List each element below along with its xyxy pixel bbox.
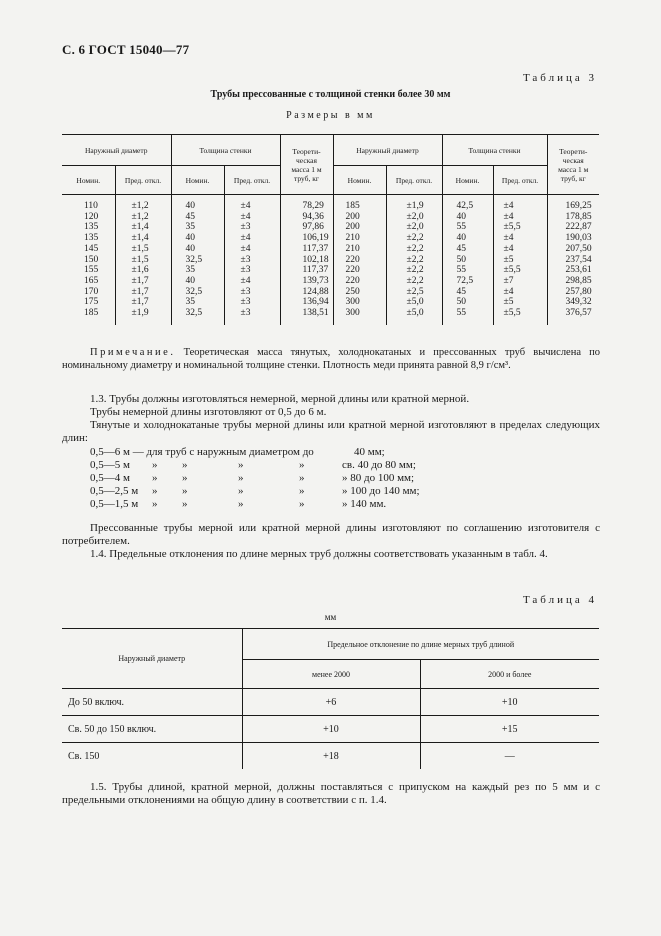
table3-subheader-nom: Номин. — [171, 166, 224, 195]
table-row — [62, 244, 599, 255]
table-cell: 72,5 — [442, 276, 493, 287]
table3-body — [62, 195, 599, 325]
table3-subheader-dev: Пред. откл. — [115, 166, 171, 195]
table-cell: 32,5 — [171, 287, 224, 298]
table3-subheader-dev: Пред. откл. — [493, 166, 547, 195]
table-row — [62, 222, 599, 233]
table-cell: 210 — [333, 244, 386, 255]
table-cell: ±2,2 — [386, 265, 442, 276]
list-item-part: » — [299, 472, 305, 484]
table-cell: 237,54 — [547, 255, 599, 266]
table3-title: Трубы прессованные с толщиной стенки более 30 мм — [210, 89, 451, 100]
table-cell: ±3 — [224, 222, 280, 233]
table-cell: 117,37 — [280, 244, 333, 255]
table-cell: ±2,5 — [386, 287, 442, 298]
list-item-part: » — [238, 485, 244, 497]
table-cell: — — [420, 743, 599, 770]
table-cell: 135 — [84, 222, 99, 233]
table-cell: ±1,2 — [115, 195, 171, 212]
table-cell: ±4 — [493, 195, 547, 212]
table4 — [62, 628, 599, 769]
table-row — [62, 743, 599, 770]
table-cell: 170 — [84, 286, 99, 297]
table4-label: Таблица 4 — [522, 594, 597, 606]
table-cell: ±4 — [493, 244, 547, 255]
table-cell: ±5,5 — [493, 265, 547, 276]
table-cell: 150 — [84, 254, 99, 265]
table-cell: ±1,5 — [115, 255, 171, 266]
table-cell: ±1,7 — [115, 297, 171, 308]
list-item-part: » — [182, 485, 188, 497]
table-cell: ±1,4 — [115, 233, 171, 244]
table3-units: Размеры в мм — [286, 110, 375, 121]
table-cell: 106,19 — [280, 233, 333, 244]
table-cell: 135 — [84, 233, 99, 244]
table-cell: 145 — [84, 243, 99, 254]
table-cell: 40 — [442, 233, 493, 244]
table-cell: +18 — [242, 743, 420, 770]
table-cell: ±4 — [224, 233, 280, 244]
table-cell: 190,03 — [547, 233, 599, 244]
list-item-part: » — [299, 498, 305, 510]
table-cell: 40 — [171, 195, 224, 212]
list-item-part: » — [152, 498, 158, 510]
table4-body — [62, 689, 599, 770]
table-cell: 220 — [333, 265, 386, 276]
list-item-part: 0,5—6 м — для труб с наружным диаметром до — [90, 446, 314, 458]
table-cell: Св. 50 до 150 включ. — [62, 716, 242, 743]
table-cell: ±4 — [224, 276, 280, 287]
table-row — [62, 265, 599, 276]
table-cell: ±2,0 — [386, 222, 442, 233]
table-cell: ±2,2 — [386, 255, 442, 266]
table-cell: ±5 — [493, 255, 547, 266]
table4-header-group: Предельное отклонение по длине мерных труб длиной — [242, 629, 599, 660]
table3 — [62, 134, 599, 325]
table-cell: 207,50 — [547, 244, 599, 255]
table-cell: ±4 — [224, 212, 280, 223]
list-item-part: » — [182, 498, 188, 510]
table-cell: 42,5 — [442, 195, 493, 212]
table3-subheader-dev: Пред. откл. — [386, 166, 442, 195]
table-cell: 298,85 — [547, 276, 599, 287]
table-cell: 35 — [171, 297, 224, 308]
table-cell: ±3 — [224, 265, 280, 276]
table-cell: 210 — [333, 233, 386, 244]
table-cell: ±5,5 — [493, 308, 547, 325]
page-header: С. 6 ГОСТ 15040—77 — [62, 42, 190, 57]
table-row — [62, 233, 599, 244]
table-cell: 94,36 — [280, 212, 333, 223]
table-row — [62, 308, 599, 325]
table-cell: ±3 — [224, 297, 280, 308]
table-cell: 40 — [171, 276, 224, 287]
table-cell: ±5,0 — [386, 297, 442, 308]
list-item-part: » — [238, 459, 244, 471]
note-label: Примечание. — [90, 347, 176, 358]
table-cell: 45 — [171, 212, 224, 223]
list-item-part: » — [238, 472, 244, 484]
table-cell: 117,37 — [280, 265, 333, 276]
list-item-range: » 140 мм. — [342, 498, 387, 510]
table3-note — [62, 346, 600, 372]
list-item-part: » — [152, 459, 158, 471]
table-cell: 50 — [442, 297, 493, 308]
table-cell: 155 — [84, 265, 99, 276]
table-row — [62, 297, 599, 308]
table-cell: 300 — [333, 308, 386, 325]
table-cell: ±5,5 — [493, 222, 547, 233]
table-cell: +6 — [242, 689, 420, 716]
table-cell: 250 — [333, 287, 386, 298]
table-cell: ±3 — [224, 255, 280, 266]
table-cell: ±1,4 — [115, 222, 171, 233]
table-cell: 124,88 — [280, 287, 333, 298]
table-cell: ±1,9 — [386, 195, 442, 212]
table-row — [62, 689, 599, 716]
table3-subheader-nom: Номин. — [333, 166, 386, 195]
table-cell: 120 — [84, 211, 99, 222]
table-cell: 136,94 — [280, 297, 333, 308]
table4-header-less-2000: менее 2000 — [242, 660, 420, 689]
table-cell: ±4 — [224, 195, 280, 212]
table-cell: До 50 включ. — [62, 689, 242, 716]
table-cell: 110 — [84, 201, 98, 211]
list-item-range: » 100 до 140 мм; — [342, 485, 420, 497]
table-cell: ±1,9 — [115, 308, 171, 325]
list-item-part: » — [299, 485, 305, 497]
list-item-part: » — [238, 498, 244, 510]
table-cell: 97,86 — [280, 222, 333, 233]
list-item-range: св. 40 до 80 мм; — [342, 459, 416, 471]
table-cell: 55 — [442, 265, 493, 276]
paragraph-1-3-b: Трубы немерной длины изготовляют от 0,5 до 6 м. — [90, 406, 327, 418]
table-cell: 220 — [333, 255, 386, 266]
table-cell: 55 — [442, 308, 493, 325]
table-cell: +10 — [420, 689, 599, 716]
table-cell: Св. 150 — [68, 750, 100, 762]
table4-units: мм — [324, 612, 337, 622]
table-cell: 300 — [333, 297, 386, 308]
table-cell: 45 — [442, 244, 493, 255]
table-cell: 40 — [171, 244, 224, 255]
table-cell: ±3 — [224, 287, 280, 298]
table-cell: 78,29 — [280, 195, 333, 212]
table-cell: 32,5 — [171, 308, 224, 325]
table-cell: 185 — [333, 195, 386, 212]
table3-header-wall-thickness-2: Толщина стенки — [442, 135, 547, 166]
table-cell: ±2,2 — [386, 244, 442, 255]
table-cell: ±4 — [493, 233, 547, 244]
paragraph-1-3: 1.3. Трубы должны изготовляться немерной, мерной длины или кратной мерной. — [90, 393, 470, 405]
table-cell: ±1,7 — [115, 287, 171, 298]
table-row — [62, 276, 599, 287]
table3-header-wall-thickness: Толщина стенки — [171, 135, 280, 166]
table-cell: +10 — [242, 716, 420, 743]
table3-subheader-nom: Номин. — [62, 166, 115, 195]
table-cell: 253,61 — [547, 265, 599, 276]
list-item-part: » — [299, 459, 305, 471]
table-cell: 200 — [333, 222, 386, 233]
table-cell: ±2,2 — [386, 233, 442, 244]
table-cell: 185 — [84, 308, 99, 319]
table3-header-outer-diameter-2: Наружный диаметр — [333, 135, 442, 166]
paragraph-1-3-c: Тянутые и холоднокатаные трубы мерной длины или кратной мерной изготовляют в пределах следующих длин: — [62, 419, 600, 444]
paragraph-1-5: 1.5. Трубы длиной, кратной мерной, должны поставляться с припуском на каждый рез по 5 мм и с предельными отклонениями на общую длину в соответствии с п. 1.4. — [62, 781, 600, 806]
table3-subheader-dev: Пред. откл. — [224, 166, 280, 195]
list-item-part: 0,5—4 м — [90, 472, 130, 484]
table-cell: +15 — [420, 716, 599, 743]
table3-label: Таблица 3 — [522, 72, 597, 84]
table4-header-2000-more: 2000 и более — [420, 660, 599, 689]
table3-header-mass-2: Теорети- ческая масса 1 м труб, кг — [547, 135, 599, 195]
table-cell: 222,87 — [547, 222, 599, 233]
list-item-part: » — [182, 459, 188, 471]
table-cell: 35 — [171, 222, 224, 233]
table-cell: 220 — [333, 276, 386, 287]
table-cell: ±5,0 — [386, 308, 442, 325]
table-cell: 55 — [442, 222, 493, 233]
table-cell: 138,51 — [280, 308, 333, 325]
table-cell: 178,85 — [547, 212, 599, 223]
list-item-range: 40 мм; — [354, 446, 385, 458]
table-cell: 257,80 — [547, 287, 599, 298]
table-cell: ±5 — [493, 297, 547, 308]
table-cell: ±2,2 — [386, 276, 442, 287]
table-cell: ±1,2 — [115, 212, 171, 223]
table-cell: 165 — [84, 275, 99, 286]
note-text: Теоретическая масса тянутых, холоднокатаных и прессованных труб вычислена по номинальному диаметру и номинальной толщине стенки. Плотность меди принята равной 8,9 г/см³. — [62, 347, 601, 371]
table-cell: 169,25 — [547, 195, 599, 212]
table-cell: ±3 — [224, 308, 280, 325]
list-item-part: 0,5—2,5 м — [90, 485, 139, 497]
table-cell: 349,32 — [547, 297, 599, 308]
table-cell: 200 — [333, 212, 386, 223]
list-item-part: 0,5—5 м — [90, 459, 130, 471]
list-item-part: » — [152, 485, 158, 497]
table3-header-mass: Теорети- ческая масса 1 м труб, кг — [280, 135, 333, 195]
table-cell: 102,18 — [280, 255, 333, 266]
table-cell: 40 — [442, 212, 493, 223]
table-cell: ±2,0 — [386, 212, 442, 223]
table-cell: ±4 — [224, 244, 280, 255]
table-row — [62, 195, 599, 212]
table-row — [62, 255, 599, 266]
list-item-part: » — [182, 472, 188, 484]
table-row — [62, 287, 599, 298]
paragraph-1-4: 1.4. Предельные отклонения по длине мерных труб должны соответствовать указанным в табл. 4. — [90, 548, 548, 560]
table-cell: 40 — [171, 233, 224, 244]
table-cell: ±1,7 — [115, 276, 171, 287]
table-cell: ±4 — [493, 287, 547, 298]
table-cell: 45 — [442, 287, 493, 298]
table-row — [62, 212, 599, 223]
table-cell: 139,73 — [280, 276, 333, 287]
table-cell: 175 — [84, 297, 99, 308]
table-cell: ±1,6 — [115, 265, 171, 276]
paragraph-pressed: Прессованные трубы мерной или кратной мерной длины изготовляют по соглашению изготовителя с потребителем. — [62, 522, 600, 547]
table-cell: ±7 — [493, 276, 547, 287]
table-cell: 50 — [442, 255, 493, 266]
list-item-part: » — [152, 472, 158, 484]
table3-header-outer-diameter: Наружный диаметр — [62, 135, 171, 166]
table-cell: ±1,5 — [115, 244, 171, 255]
table3-subheader-nom: Номин. — [442, 166, 493, 195]
table-cell: 35 — [171, 265, 224, 276]
table-row — [62, 716, 599, 743]
table-cell: ±4 — [493, 212, 547, 223]
table4-header-diameter: Наружный диаметр — [62, 629, 242, 689]
list-item-part: 0,5—1,5 м — [90, 498, 139, 510]
table-cell: 376,57 — [547, 308, 599, 325]
list-item-range: » 80 до 100 мм; — [342, 472, 415, 484]
table-cell: 32,5 — [171, 255, 224, 266]
